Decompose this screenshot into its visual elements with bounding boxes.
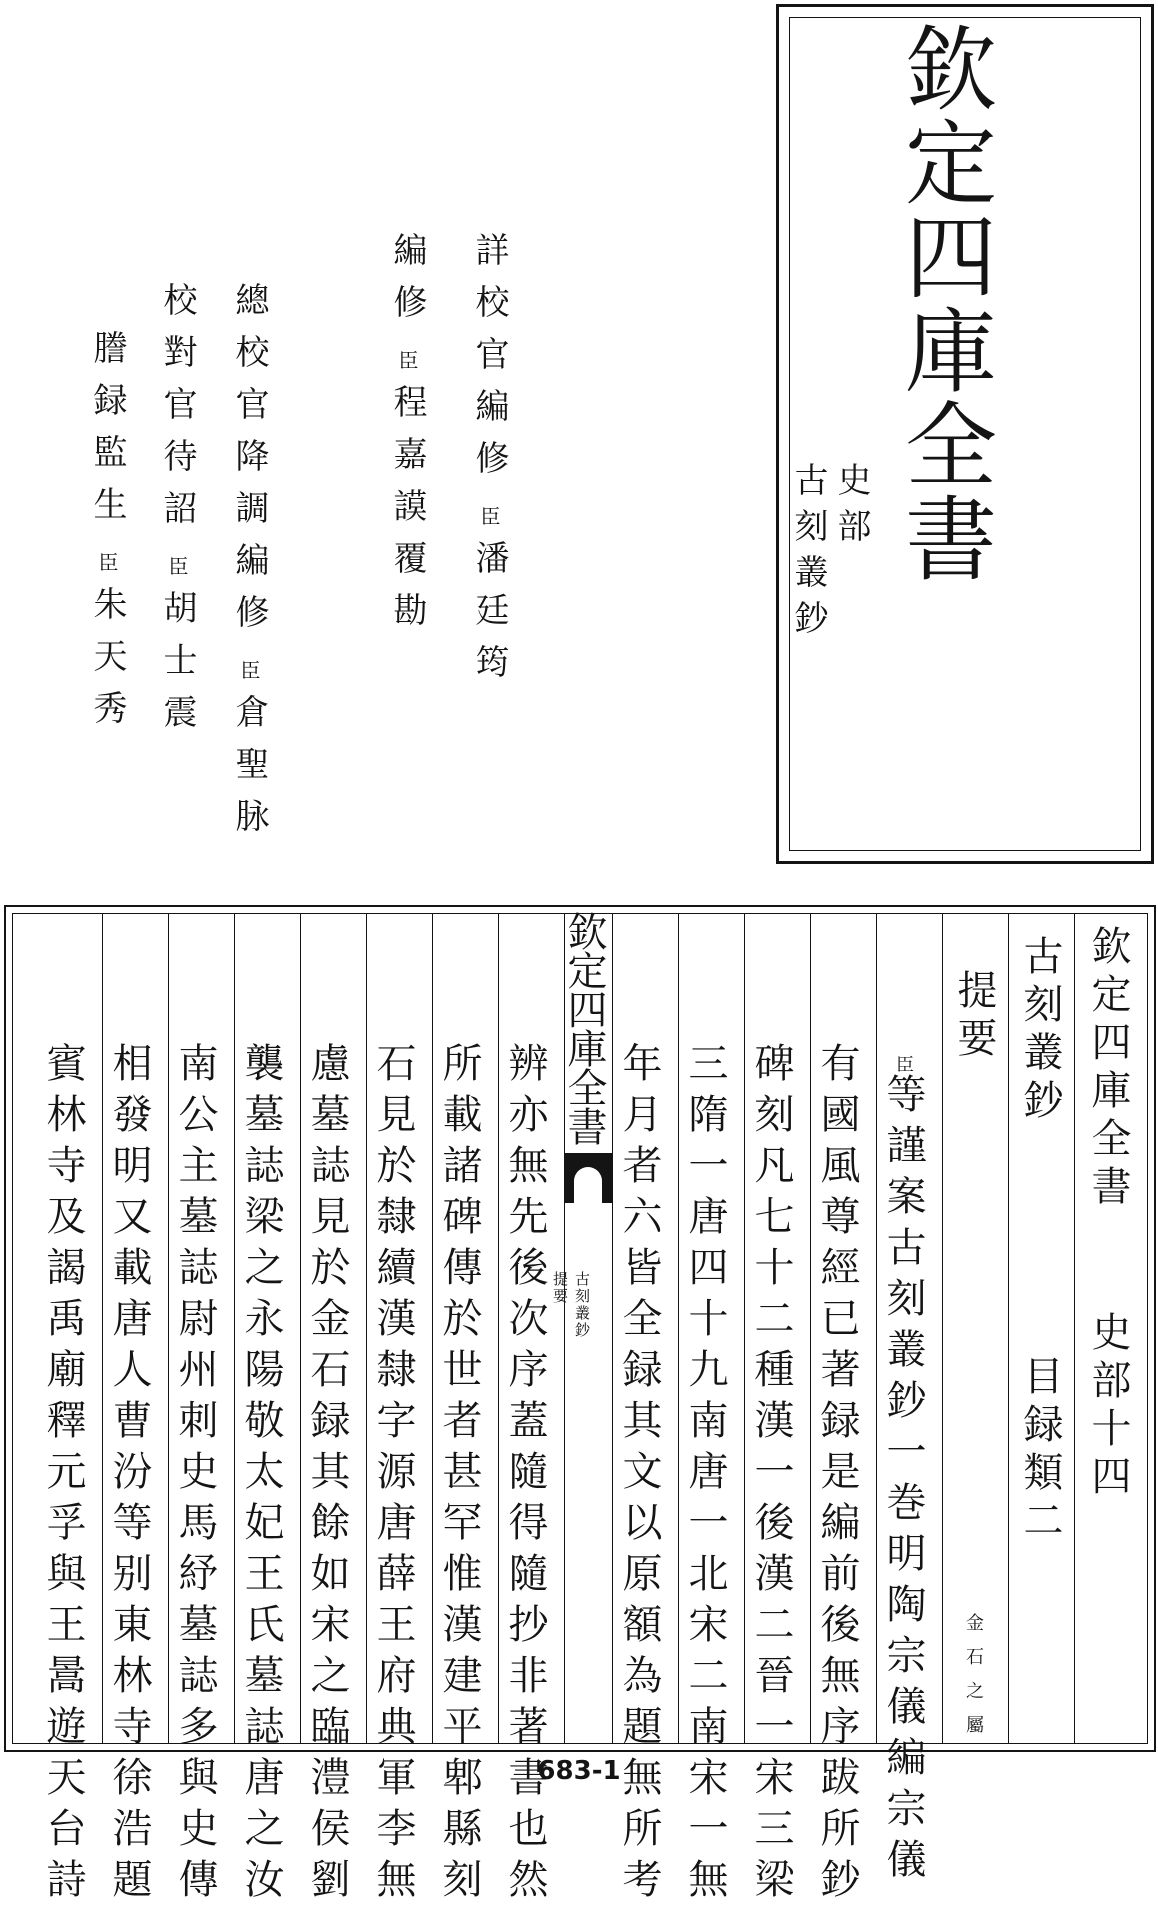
text-column: 辨亦無先後次序蓋隨得隨抄非著書也然: [502, 1042, 548, 1909]
page-category: 史部十四: [1085, 1311, 1131, 1503]
column-rule: [234, 913, 235, 1744]
section-heading: 提要: [951, 969, 997, 1065]
column-rule: [612, 913, 613, 1744]
official-name: 胡士震: [157, 590, 197, 746]
official-name: 朱天秀: [87, 586, 127, 742]
official-name: 倉聖脉: [229, 694, 269, 850]
text-column: 碑刻凡七十二種漢一後漢二晉一宋三梁: [748, 1042, 794, 1909]
column-rule: [1074, 913, 1075, 1744]
column-rule: [102, 913, 103, 1744]
column-rule: [432, 913, 433, 1744]
official-name: 潘廷筠: [469, 540, 509, 696]
collection-title: 欽定四庫全書: [890, 21, 997, 585]
official-copyist-line: [87, 330, 127, 742]
official-role: 校對官待詔: [157, 282, 197, 542]
column-rule: [876, 913, 877, 1744]
column-rule: [168, 913, 169, 1744]
page-book-title: 古刻叢鈔: [1017, 935, 1063, 1127]
column-rule: [678, 913, 679, 1744]
official-collator-line: [469, 232, 509, 696]
column-rule: [1008, 913, 1009, 1744]
official-editor-line: [387, 232, 427, 644]
text-column: 慮墓誌見於金石録其餘如宋之臨澧侯劉: [304, 1042, 350, 1909]
text-column: 石見於隸續漢隸字源唐薛王府典軍李無: [370, 1042, 416, 1909]
title-label-frame: [776, 4, 1154, 864]
page-subcategory-note: 金石之屬: [963, 1613, 984, 1749]
banxin-strip: [551, 911, 612, 1741]
column-rule: [366, 913, 367, 1744]
banxin-book-title: 古刻叢鈔: [573, 1271, 591, 1339]
official-rank: 臣: [477, 506, 501, 526]
column-rule: [498, 913, 499, 1744]
official-rank: 臣: [165, 556, 189, 576]
text-column: 年月者六皆全録其文以原額為題無所考: [616, 1042, 662, 1909]
fish-tail-mark: [564, 1153, 612, 1203]
official-role: 編修: [387, 232, 427, 336]
page-subcategory: 目録類二: [1017, 1355, 1063, 1547]
official-name: 程嘉謨覆勘: [387, 384, 427, 644]
column-rule: [942, 913, 943, 1744]
banxin-section: 提要: [551, 1271, 569, 1305]
cover-section: 史部: [831, 462, 871, 554]
text-column: 賓林寺及謁禹廟釋元孚與王暠遊天台詩: [40, 1042, 86, 1909]
page-number: 683-1: [537, 1756, 621, 1786]
column-rule: [744, 913, 745, 1744]
banxin-title: 欽定四庫全書: [561, 911, 607, 1145]
official-rank: 臣: [237, 660, 261, 680]
text-column: 所載諸碑傳於世者甚罕惟漢建平郫縣刻: [436, 1042, 482, 1909]
text-column: 臣等謹案古刻叢鈔一巻明陶宗儀編宗儀: [880, 1055, 926, 1889]
page-collection-title: 欽定四庫全書: [1085, 925, 1131, 1213]
official-role: 詳校官編修: [469, 232, 509, 492]
official-role: 總校官降調編修: [229, 282, 269, 646]
text-column: 南公主墓誌尉州刺史馬紓墓誌多與史傳: [172, 1042, 218, 1909]
rank-mark: 臣: [893, 1055, 914, 1073]
official-rank: 臣: [395, 350, 419, 370]
official-proofreader-line: [157, 282, 197, 746]
official-chief-collator-line: [229, 282, 269, 850]
official-rank: 臣: [95, 552, 119, 572]
column-rule: [300, 913, 301, 1744]
text-column: 有國風尊經已著録是編前後無序跋所鈔: [814, 1042, 860, 1909]
text-column: 三隋一唐四十九南唐一北宋二南宋一無: [682, 1042, 728, 1909]
text-column: 襲墓誌梁之永陽敬太妃王氏墓誌唐之汝: [238, 1042, 284, 1909]
cover-book-title: 古刻叢鈔: [788, 462, 828, 646]
column-rule: [810, 913, 811, 1744]
official-role: 謄録監生: [87, 330, 127, 538]
text-column: 相發明又載唐人曹汾等别東林寺徐浩題: [106, 1042, 152, 1909]
